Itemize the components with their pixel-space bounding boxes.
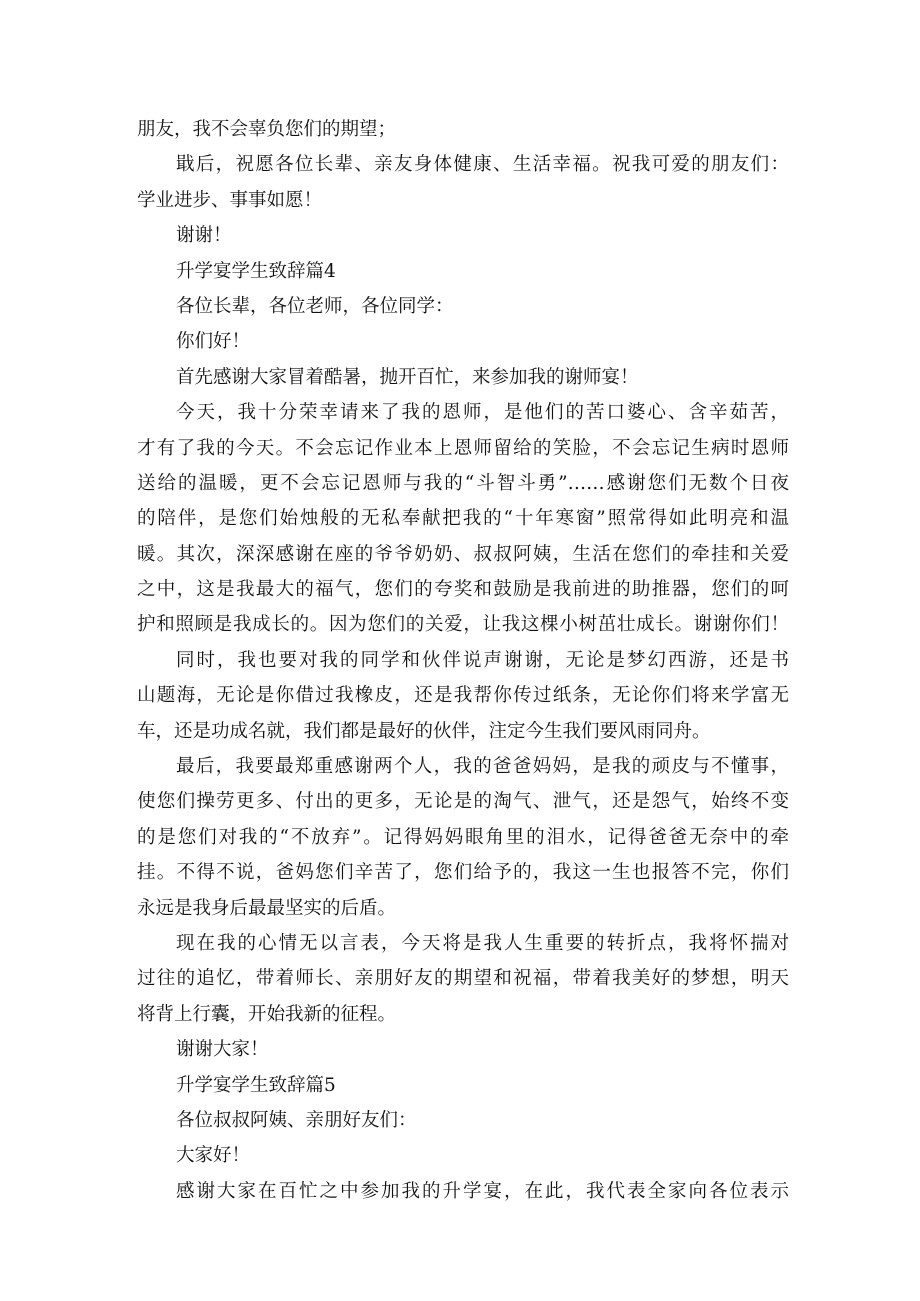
text-line: 谢谢大家！ <box>176 1039 269 1061</box>
text-line: 暖。其次，深深感谢在座的爷爷奶奶、叔叔阿姨，生活在您们的牵挂和关爱 <box>137 543 789 565</box>
text-line: 的是您们对我的“不放弃”。记得妈妈眼角里的泪水，记得爸爸无奈中的牵 <box>137 826 789 848</box>
text-line: 戢后，祝愿各位长辈、亲友身体健康、生活幸福。祝我可爱的朋友们： <box>176 154 789 176</box>
text-line: 你们好！ <box>176 331 251 353</box>
text-line: 车，还是功成名就，我们都是最好的伙伴，注定今生我们要风雨同舟。 <box>137 720 711 742</box>
text-line: 各位叔叔阿姨、亲朋好友们： <box>176 1109 417 1131</box>
text-line: 同时，我也要对我的同学和伙伴说声谢谢，无论是梦幻西游，还是书 <box>176 649 789 671</box>
text-line: 使您们操劳更多、付出的更多，无论是的淘气、泄气，还是怨气，始终不变 <box>137 791 789 813</box>
text-line: 永远是我身后最最坚实的后盾。 <box>137 897 397 919</box>
text-line: 护和照顾是我成长的。因为您们的关爱，让我这棵小树茁壮成长。谢谢你们！ <box>137 614 789 636</box>
text-line: 感谢大家在百忙之中参加我的升学宴，在此，我代表全家向各位表示 <box>176 1180 789 1202</box>
text-line: 朋友，我不会辜负您们的期望； <box>137 119 397 140</box>
text-line: 过往的追忆，带着师长、亲朋好友的期望和祝福，带着我美好的梦想，明天 <box>137 968 789 990</box>
text-line: 升学宴学生致辞篇4 <box>176 260 336 282</box>
text-line: 送给的温暖，更不会忘记恩师与我的“斗智斗勇”……感谢您们无数个日夜 <box>137 472 789 494</box>
text-line: 升学宴学生致辞篇5 <box>176 1074 336 1096</box>
text-line: 才有了我的今天。不会忘记作业本上恩师留给的笑脸，不会忘记生病时恩师 <box>137 437 789 459</box>
text-line: 大家好！ <box>176 1145 251 1167</box>
text-line: 最后，我要最郑重感谢两个人，我的爸爸妈妈，是我的顽皮与不懂事， <box>176 756 789 778</box>
text-line: 学业进步、事事如愿！ <box>137 189 323 211</box>
text-line: 今天，我十分荣幸请来了我的恩师，是他们的苦口婆心、含辛茹苦， <box>176 402 789 424</box>
document-body <box>137 112 789 1209</box>
text-line: 现在我的心情无以言表，今天将是我人生重要的转折点，我将怀揣对 <box>176 932 789 954</box>
text-line: 之中，这是我最大的福气，您们的夸奖和鼓励是我前进的助推器，您们的呵 <box>137 579 789 601</box>
text-line: 的陪伴，是您们始烛般的无私奉献把我的“十年寒窗”照常得如此明亮和温 <box>137 508 789 530</box>
text-line: 挂。不得不说，爸妈您们辛苦了，您们给予的，我这一生也报答不完，你们 <box>137 862 789 884</box>
text-line: 首先感谢大家冒着酷暑，抛开百忙，来参加我的谢师宴！ <box>176 366 639 388</box>
text-line: 各位长辈，各位老师，各位同学： <box>176 295 454 317</box>
text-line: 山题海，无论是你借过我橡皮，还是我帮你传过纸条，无论你们将来学富无 <box>137 685 789 707</box>
text-line: 将背上行囊，开始我新的征程。 <box>137 1003 397 1025</box>
text-line: 谢谢！ <box>176 225 232 247</box>
